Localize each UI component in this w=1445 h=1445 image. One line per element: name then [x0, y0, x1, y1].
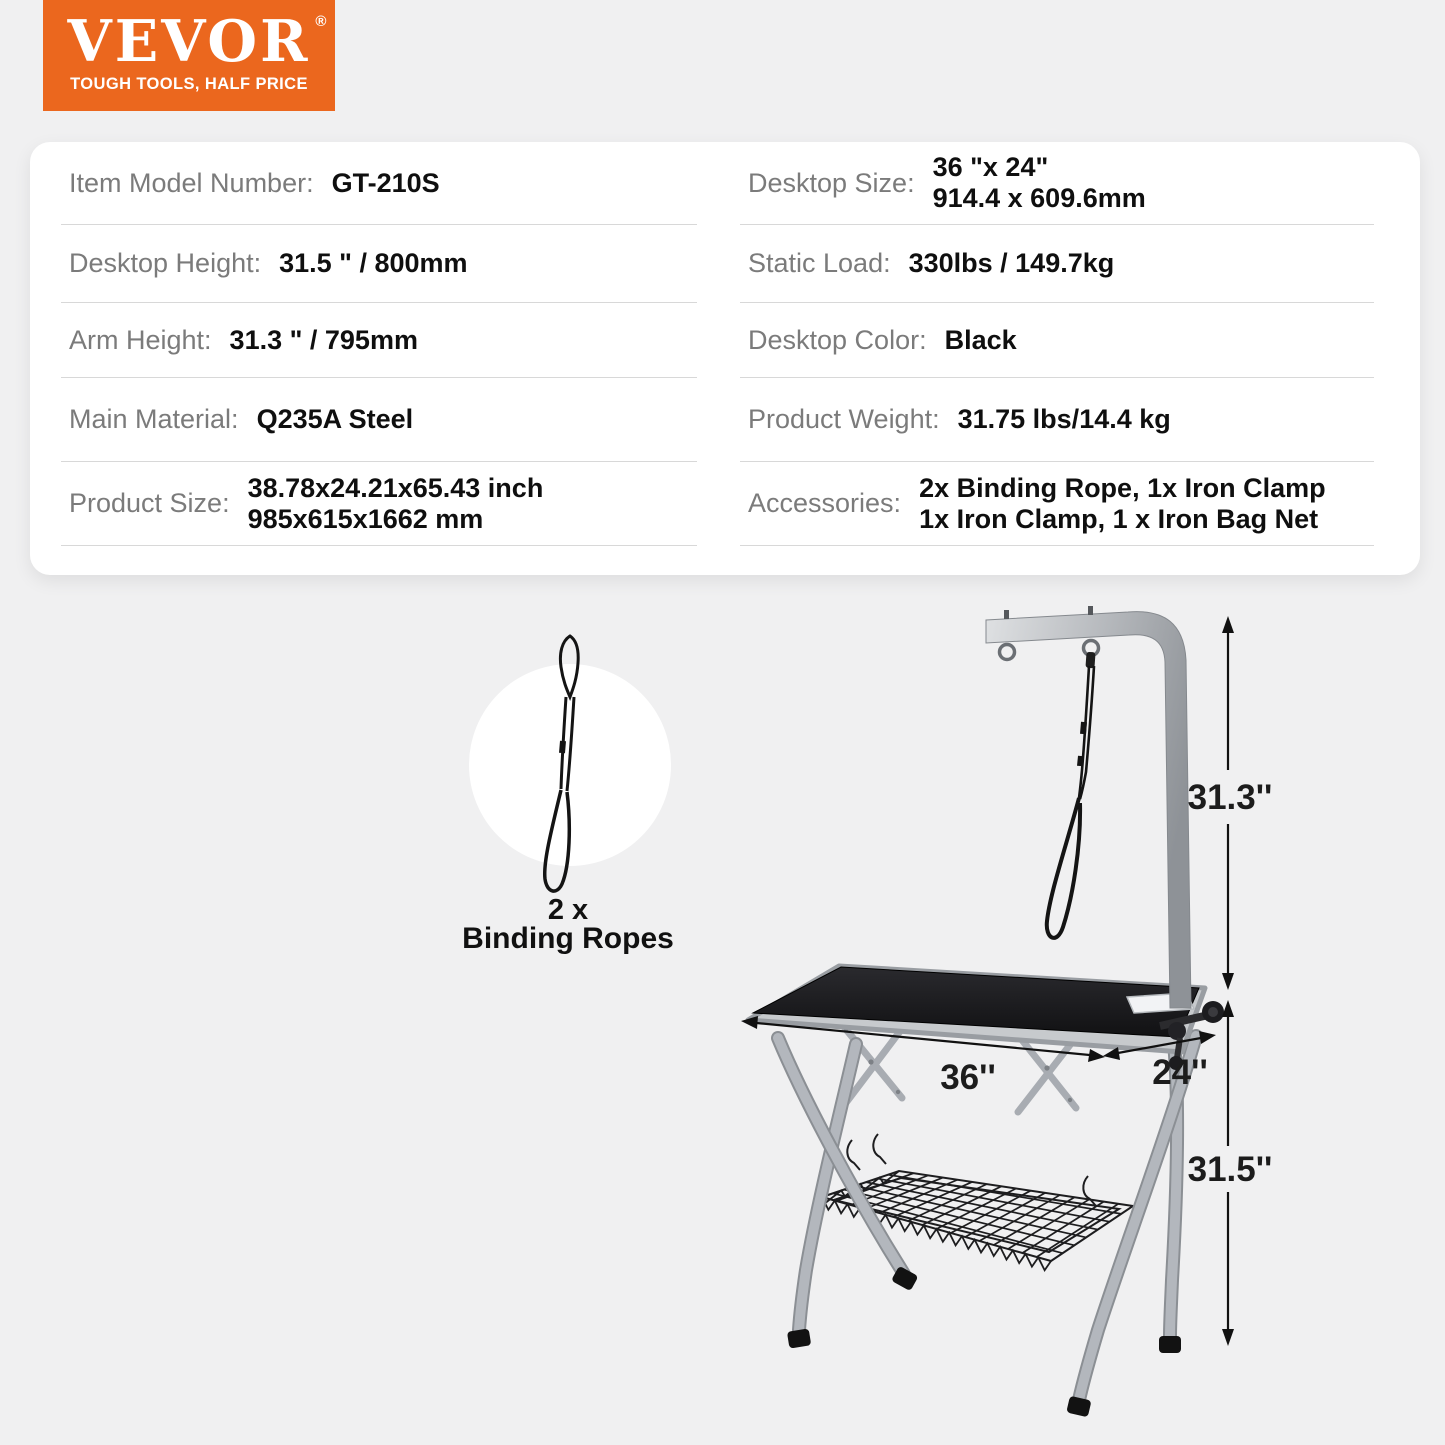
spec-value-line: 2x Binding Rope, 1x Iron Clamp	[919, 472, 1326, 503]
spec-label: Product Size:	[69, 488, 230, 518]
spec-row-desktop-size	[740, 142, 1374, 225]
spec-label: Product Weight:	[748, 404, 940, 434]
spec-value	[933, 152, 1146, 214]
vevor-logo	[43, 0, 335, 111]
arm-eyelet-ring	[1000, 645, 1015, 660]
spec-row-material	[61, 378, 697, 462]
spec-column-right	[740, 142, 1374, 546]
spec-label: Arm Height:	[69, 324, 212, 355]
brand-wrap	[67, 8, 327, 75]
spec-label: Desktop Height:	[69, 248, 262, 278]
spec-value	[248, 473, 544, 535]
spec-label: Accessories:	[748, 488, 902, 518]
rubber-feet	[787, 1266, 1181, 1418]
spec-value-line: 330lbs / 149.7kg	[908, 248, 1115, 278]
spec-row-arm-height	[61, 303, 697, 378]
grooming-table-illustration	[700, 580, 1445, 1445]
spec-value	[909, 248, 1115, 279]
spec-value-line: 31.5 " / 800mm	[279, 248, 468, 278]
spec-column-left	[61, 142, 697, 546]
spec-value-line: 36 "x 24"	[932, 152, 1049, 182]
brand-tagline: TOUGH TOOLS, HALF PRICE	[70, 75, 308, 93]
spec-value	[958, 404, 1171, 435]
spec-card	[30, 142, 1420, 575]
dimension-label-width: 36''	[940, 1058, 996, 1097]
leash-loop	[1047, 652, 1096, 938]
spec-row-product-weight	[740, 378, 1374, 462]
spec-label: Desktop Size:	[748, 167, 915, 198]
dimension-label-leg-height: 31.5''	[1187, 1150, 1273, 1189]
dimension-label-arm-height: 31.3''	[1187, 778, 1273, 817]
spec-value-line: Black	[944, 324, 1017, 355]
spec-row-accessories	[740, 462, 1374, 546]
brand-name: VEVOR	[67, 8, 311, 75]
spec-row-desktop-color	[740, 303, 1374, 378]
spec-value-line: 31.75 lbs/14.4 kg	[957, 404, 1171, 434]
spec-row-model	[61, 142, 697, 225]
rope-name-label: Binding Ropes	[462, 922, 674, 955]
spec-label: Main Material:	[69, 404, 239, 434]
spec-value-line: 985x615x1662 mm	[247, 503, 484, 534]
spec-value	[257, 404, 414, 435]
spec-label: Static Load:	[748, 248, 891, 278]
spec-value-line: 38.78x24.21x65.43 inch	[247, 472, 544, 503]
spec-value	[332, 168, 440, 199]
tabletop	[748, 966, 1205, 1052]
registered-trademark-icon: ®	[315, 13, 327, 30]
spec-value	[945, 325, 1017, 356]
spec-value-line: 914.4 x 609.6mm	[932, 183, 1146, 213]
spec-label: Item Model Number:	[69, 167, 314, 198]
spec-row-product-size	[61, 462, 697, 546]
spec-value	[279, 248, 467, 279]
spec-value	[919, 473, 1326, 535]
rope-quantity-label: 2 x	[547, 894, 589, 926]
spec-label: Desktop Color:	[748, 324, 927, 355]
spec-value	[230, 325, 418, 356]
dimension-label-depth: 24''	[1152, 1053, 1208, 1092]
spec-row-desktop-height	[61, 225, 697, 303]
spec-value-line: Q235A Steel	[256, 404, 414, 434]
spec-value-line: 31.3 " / 795mm	[229, 324, 418, 355]
spec-row-static-load	[740, 225, 1374, 303]
spec-value-line: 1x Iron Clamp, 1 x Iron Bag Net	[919, 503, 1319, 534]
spec-value-line: GT-210S	[331, 167, 440, 198]
